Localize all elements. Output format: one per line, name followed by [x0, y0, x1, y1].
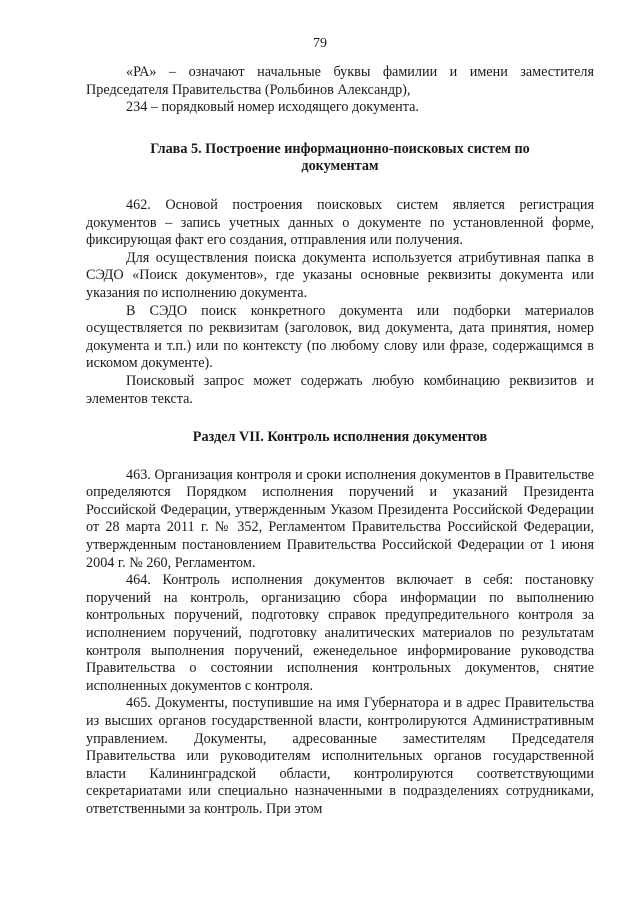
- document-body: [86, 64, 594, 819]
- paragraph: 234 – порядковый номер исходящего документа.: [126, 99, 419, 116]
- paragraph: В СЭДО поиск конкретного документа или подборки материалов осуществляется по реквизитам (заголовок, вид документа, дата принятия, номер документа и т.п.) или по контексту (по любому слову или фразе, содержащимся в искомом документе).: [86, 302, 594, 372]
- paragraph-462: 462. Основой построения поисковых систем является регистрация документов – запись учетных данных о документе по установленной форме, фиксирующая факт его создания, отправления или получения.: [86, 196, 594, 249]
- paragraph-463: 463. Организация контроля и сроки исполнения документов в Правительстве определяются Порядком исполнения поручений и указаний Президента Российской Федерации, утвержденным Указом Президента Российской Федерации от 28 марта 2011 г. № 352, Регламентом Правительства Российской Федерации, утвержденным постановлением Правительства Российской Федерации от 1 июня 2004 г. № 260, Регламентом.: [86, 466, 594, 571]
- paragraph: «РА» – означают начальные буквы фамилии и имени заместителя Председателя Правительства (Рольбинов Александр),: [86, 64, 594, 98]
- paragraph: Поисковый запрос может содержать любую комбинацию реквизитов и элементов текста.: [86, 372, 594, 407]
- paragraph-465: 465. Документы, поступившие на имя Губернатора и в адрес Правительства из высших органов государственной власти, контролируются Административным управлением. Документы, адресованные заместителям Председателя Правительства или руководителям исполнительных органов государственной власти Калининградской области, контролируются соответствующими секретариатами или специально назначенными в подразделениях сотрудниками, ответственными за контроль. При этом: [86, 695, 594, 817]
- paragraph: Для осуществления поиска документа используется атрибутивная папка в СЭДО «Поиск документов», где указаны основные реквизиты документа или указания по исполнению документа.: [86, 249, 594, 301]
- page-number: 79: [313, 36, 327, 51]
- chapter-heading: Глава 5. Построение информационно-поисковых систем по документам: [150, 140, 530, 175]
- section-heading: Раздел VII. Контроль исполнения документов: [192, 429, 488, 446]
- paragraph-464: 464. Контроль исполнения документов включает в себя: постановку поручений на контроль, организацию сбора информации по выполнению контрольных поручений, подготовку справок предупредительного контроля за исполнением поручений, подготовку аналитических материалов по результатам контроля выполнения поручений, еженедельное информирование руководства Правительства о состоянии исполнения контрольных документов, снятие исполненных документов с контроля.: [86, 572, 594, 694]
